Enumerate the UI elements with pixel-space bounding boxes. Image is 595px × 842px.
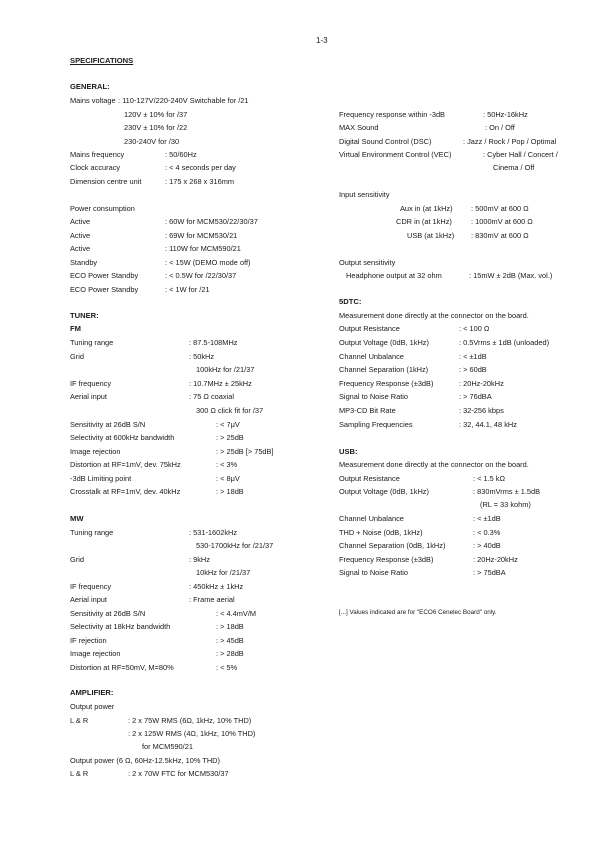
spec-text: Distortion at RF=50mV, M=80% bbox=[70, 663, 174, 672]
spec-text: for MCM590/21 bbox=[142, 742, 193, 751]
spec-text: Power consumption bbox=[70, 204, 135, 213]
spec-text: : On / Off bbox=[485, 123, 515, 132]
spec-text: Image rejection bbox=[70, 447, 121, 456]
spec-text: : 110-127V/220-240V Switchable for /21 bbox=[118, 96, 249, 105]
spec-text: : > 40dB bbox=[473, 541, 501, 550]
spec-text: : > 25dB [> 75dB] bbox=[216, 447, 274, 456]
spec-text: Input sensitivity bbox=[339, 190, 390, 199]
spec-text: MP3-CD Bit Rate bbox=[339, 406, 396, 415]
spec-text: -3dB Limiting point bbox=[70, 474, 132, 483]
spec-text: Mains voltage bbox=[70, 96, 116, 105]
spec-text: Active bbox=[70, 231, 91, 240]
spec-text: 230V ± 10% for /22 bbox=[124, 123, 188, 132]
spec-text: : 75 Ω coaxial bbox=[189, 392, 234, 401]
spec-text: Frequency Response (±3dB) bbox=[339, 379, 434, 388]
spec-text: Output sensitivity bbox=[339, 258, 396, 267]
spec-text: Headphone output at 32 ohm bbox=[346, 271, 442, 280]
spec-text: (RL = 33 kohm) bbox=[480, 500, 531, 509]
spec-text: IF rejection bbox=[70, 636, 107, 645]
spec-text: : > 60dB bbox=[459, 365, 487, 374]
spec-text: 10kHz for /21/37 bbox=[196, 568, 251, 577]
spec-text: : 0.5Vrms ± 1dB (unloaded) bbox=[459, 338, 550, 347]
spec-text: : 20Hz-20kHz bbox=[459, 379, 504, 388]
spec-text: Channel Separation (1kHz) bbox=[339, 365, 429, 374]
spec-text: : 1000mV at 600 Ω bbox=[471, 217, 533, 226]
spec-text: : 175 x 268 x 316mm bbox=[165, 177, 235, 186]
spec-text: ECO Power Standby bbox=[70, 271, 139, 280]
spec-text: Aux in (at 1kHz) bbox=[400, 204, 453, 213]
spec-text: Clock accuracy bbox=[70, 163, 121, 172]
spec-text: : 2 x 70W FTC for MCM530/37 bbox=[128, 769, 229, 778]
spec-text: Output power (6 Ω, 60Hz-12.5kHz, 10% THD) bbox=[70, 756, 220, 765]
spec-text: Output Resistance bbox=[339, 474, 400, 483]
spec-text: : < 7μV bbox=[216, 420, 240, 429]
spec-text: Measurement done directly at the connector on the board. bbox=[339, 311, 529, 320]
spec-text: Digital Sound Control (DSC) bbox=[339, 137, 432, 146]
spec-text: : < 8μV bbox=[216, 474, 240, 483]
spec-text: THD + Noise (0dB, 1kHz) bbox=[339, 528, 423, 537]
spec-text: CDR in (at 1kHz) bbox=[396, 217, 452, 226]
spec-text: : 830mV at 600 Ω bbox=[471, 231, 529, 240]
footnote: [...] Values indicated are for "ECO6 Cenelec Board" only. bbox=[339, 609, 497, 616]
spec-text: Channel Unbalance bbox=[339, 352, 404, 361]
spec-text: 230-240V for /30 bbox=[124, 137, 180, 146]
spec-text: : 20Hz-20kHz bbox=[473, 555, 518, 564]
spec-text: : 2 x 75W RMS (6Ω, 1kHz, 10% THD) bbox=[128, 716, 252, 725]
spec-text: Dimension centre unit bbox=[70, 177, 142, 186]
spec-text: : < 3% bbox=[216, 460, 238, 469]
spec-text: Signal to Noise Ratio bbox=[339, 392, 409, 401]
spec-text: USB (at 1kHz) bbox=[407, 231, 455, 240]
spec-text: 300 Ω click fit for /37 bbox=[196, 406, 264, 415]
spec-text: : Frame aerial bbox=[189, 595, 235, 604]
spec-text: : 50/60Hz bbox=[165, 150, 197, 159]
spec-text: Sensitivity at 26dB S/N bbox=[70, 609, 146, 618]
spec-text: Active bbox=[70, 217, 91, 226]
section-heading: MW bbox=[70, 514, 84, 523]
spec-text: Signal to Noise Ratio bbox=[339, 568, 409, 577]
spec-text: : 830mVrms ± 1.5dB bbox=[473, 487, 541, 496]
spec-text: 120V ± 10% for /37 bbox=[124, 110, 188, 119]
spec-text: : > 45dB bbox=[216, 636, 244, 645]
spec-text: L & R bbox=[70, 769, 89, 778]
spec-text: : 87.5-108MHz bbox=[189, 338, 238, 347]
spec-text: Distortion at RF=1mV, dev. 75kHz bbox=[70, 460, 181, 469]
spec-text: Image rejection bbox=[70, 649, 121, 658]
spec-text: 100kHz for /21/37 bbox=[196, 365, 255, 374]
spec-text: L & R bbox=[70, 716, 89, 725]
spec-text: : 9kHz bbox=[189, 555, 210, 564]
spec-text: : < 4.4mV/M bbox=[216, 609, 257, 618]
spec-text: : 110W for MCM590/21 bbox=[165, 244, 241, 253]
spec-text: : 10.7MHz ± 25kHz bbox=[189, 379, 252, 388]
spec-text: : < ±1dB bbox=[459, 352, 487, 361]
spec-text: : > 75dBA bbox=[473, 568, 506, 577]
spec-text: : > 25dB bbox=[216, 433, 244, 442]
spec-text: : > 28dB bbox=[216, 649, 244, 658]
spec-text: Output power bbox=[70, 702, 115, 711]
spec-text: Mains frequency bbox=[70, 150, 125, 159]
spec-text: : Jazz / Rock / Pop / Optimal bbox=[463, 137, 557, 146]
spec-text: Crosstalk at RF=1mV, dev. 40kHz bbox=[70, 487, 181, 496]
spec-text: Standby bbox=[70, 258, 98, 267]
spec-text: Cinema / Off bbox=[493, 163, 535, 172]
spec-text: : 15mW ± 2dB (Max. vol.) bbox=[469, 271, 553, 280]
spec-text: Grid bbox=[70, 555, 84, 564]
spec-text: MAX Sound bbox=[339, 123, 379, 132]
spec-text: IF frequency bbox=[70, 379, 112, 388]
spec-text: ECO Power Standby bbox=[70, 285, 139, 294]
section-heading: 5DTC: bbox=[339, 297, 362, 306]
spec-text: : > 18dB bbox=[216, 487, 244, 496]
spec-text: : 60W for MCM530/22/30/37 bbox=[165, 217, 258, 226]
spec-text: Selectivity at 18kHz bandwidth bbox=[70, 622, 171, 631]
spec-text: : 69W for MCM530/21 bbox=[165, 231, 238, 240]
spec-text: Frequency response within -3dB bbox=[339, 110, 445, 119]
spec-text: Output Voltage (0dB, 1kHz) bbox=[339, 487, 429, 496]
section-heading: GENERAL: bbox=[70, 82, 110, 91]
spec-text: Tuning range bbox=[70, 338, 114, 347]
spec-text: Sensitivity at 26dB S/N bbox=[70, 420, 146, 429]
spec-text: : < 0.5W for /22/30/37 bbox=[165, 271, 237, 280]
spec-text: : 32-256 kbps bbox=[459, 406, 504, 415]
spec-text: : > 76dBA bbox=[459, 392, 492, 401]
spec-text: Aerial input bbox=[70, 392, 107, 401]
spec-text: Output Resistance bbox=[339, 324, 400, 333]
spec-text: : 531-1602kHz bbox=[189, 528, 238, 537]
spec-text: : 2 x 125W RMS (4Ω, 1kHz, 10% THD) bbox=[128, 729, 256, 738]
spec-text: Tuning range bbox=[70, 528, 114, 537]
section-heading: USB: bbox=[339, 447, 358, 456]
spec-text: : > 18dB bbox=[216, 622, 244, 631]
spec-text: Active bbox=[70, 244, 91, 253]
spec-text: : 32, 44.1, 48 kHz bbox=[459, 420, 517, 429]
spec-text: : < 100 Ω bbox=[459, 324, 490, 333]
spec-text: : < 1.5 kΩ bbox=[473, 474, 506, 483]
spec-text: : Cyber Hall / Concert / bbox=[483, 150, 558, 159]
section-heading: TUNER: bbox=[70, 311, 99, 320]
spec-text: Aerial input bbox=[70, 595, 107, 604]
spec-text: : 500mV at 600 Ω bbox=[471, 204, 529, 213]
spec-text: : < 15W (DEMO mode off) bbox=[165, 258, 251, 267]
spec-text: : < 5% bbox=[216, 663, 238, 672]
spec-text: Grid bbox=[70, 352, 84, 361]
spec-text: : 50kHz bbox=[189, 352, 215, 361]
spec-text: Output Voltage (0dB, 1kHz) bbox=[339, 338, 429, 347]
section-heading: FM bbox=[70, 324, 81, 333]
spec-text: Frequency Response (±3dB) bbox=[339, 555, 434, 564]
spec-text: Selectivity at 600kHz bandwidth bbox=[70, 433, 175, 442]
spec-text: Measurement done directly at the connector on the board. bbox=[339, 460, 529, 469]
section-heading: SPECIFICATIONS bbox=[70, 56, 134, 65]
spec-text: Channel Separation (0dB, 1kHz) bbox=[339, 541, 446, 550]
spec-text: : 50Hz-16kHz bbox=[483, 110, 528, 119]
spec-text: 530-1700kHz for /21/37 bbox=[196, 541, 274, 550]
spec-text: IF frequency bbox=[70, 582, 112, 591]
spec-text: : 450kHz ± 1kHz bbox=[189, 582, 244, 591]
page-number: 1-3 bbox=[316, 36, 328, 45]
spec-text: : < 0.3% bbox=[473, 528, 501, 537]
spec-text: : < 1W for /21 bbox=[165, 285, 210, 294]
spec-text: Channel Unbalance bbox=[339, 514, 404, 523]
spec-text: : < 4 seconds per day bbox=[165, 163, 236, 172]
spec-text: Sampling Frequencies bbox=[339, 420, 413, 429]
spec-text: Virtual Environment Control (VEC) bbox=[339, 150, 452, 159]
spec-text: : < ±1dB bbox=[473, 514, 501, 523]
section-heading: AMPLIFIER: bbox=[70, 688, 114, 697]
